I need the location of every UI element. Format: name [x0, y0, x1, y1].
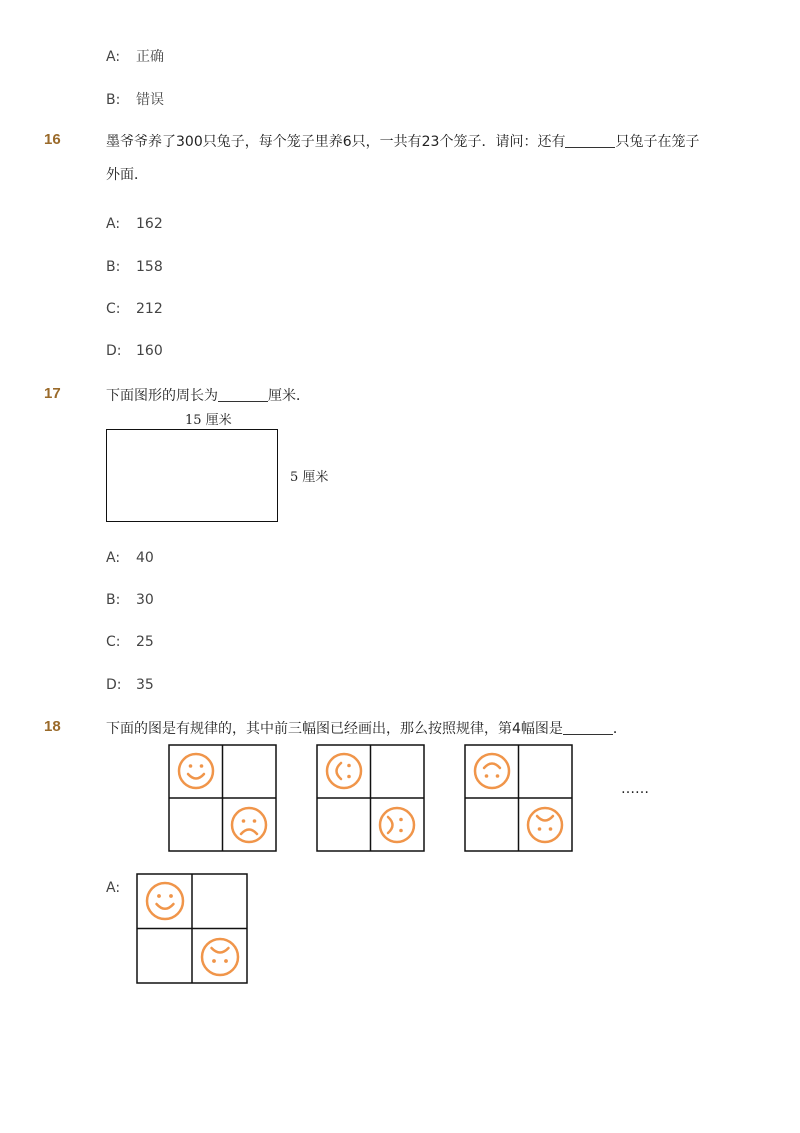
prev-option-a[interactable]	[106, 46, 164, 66]
option-text: 160	[136, 343, 163, 359]
option-label: D:	[106, 343, 122, 359]
option-label: A:	[106, 216, 121, 232]
option-text: 错误	[136, 92, 164, 108]
option-label: C:	[106, 301, 121, 317]
option-text: 正确	[136, 49, 164, 65]
option-label: B:	[106, 592, 121, 608]
q16-option-b[interactable]	[106, 259, 163, 275]
question-text-part: 下面图形的周长为	[106, 388, 218, 404]
option-label: B:	[106, 259, 121, 275]
rectangle-figure	[106, 429, 278, 522]
face-upside-down-frown-icon	[202, 939, 238, 975]
prev-option-b[interactable]	[106, 89, 164, 109]
question-text-part: ．	[612, 721, 627, 737]
q17-option-a[interactable]	[106, 550, 154, 566]
question-16-text	[106, 131, 699, 151]
pattern-ellipsis: ……	[621, 781, 649, 797]
question-text-part: 只兔子在笼子	[615, 134, 700, 150]
q18-option-a-grid[interactable]	[136, 873, 248, 984]
option-label: C:	[106, 634, 121, 650]
option-text: 30	[136, 592, 154, 608]
option-label: A:	[106, 880, 121, 896]
option-text: 25	[136, 634, 154, 650]
face-upside-down-frown-icon	[528, 808, 562, 842]
question-number-18: 18	[44, 718, 61, 735]
smiley-face-icon	[179, 754, 213, 788]
q16-option-d[interactable]	[106, 343, 163, 359]
pattern-grid-3	[464, 744, 573, 852]
option-text: 35	[136, 677, 154, 693]
option-text: 40	[136, 550, 154, 566]
question-17-text	[106, 385, 310, 405]
rectangle-height-label: 5 厘米	[290, 470, 329, 485]
option-text: 212	[136, 301, 163, 317]
q16-option-c[interactable]	[106, 301, 163, 317]
answer-blank	[565, 133, 615, 148]
sad-face-icon	[232, 808, 266, 842]
answer-blank	[218, 387, 268, 402]
question-16-text-line2: 外面．	[106, 167, 148, 183]
face-upside-down-smile-icon	[475, 754, 509, 788]
rectangle-width-label: 15 厘米	[185, 413, 232, 428]
question-number-17: 17	[44, 385, 61, 402]
pattern-grid-1	[168, 744, 277, 852]
q16-option-a[interactable]	[106, 216, 163, 232]
question-number-16: 16	[44, 131, 61, 148]
option-label: A:	[106, 550, 121, 566]
option-label: D:	[106, 677, 122, 693]
question-18-text	[106, 718, 627, 738]
q17-option-b[interactable]	[106, 592, 154, 608]
question-text-part: 下面的图是有规律的，其中前三幅图已经画出，那么按照规律，第4幅图是	[106, 721, 563, 737]
q18-option-a-label[interactable]	[106, 880, 136, 896]
pattern-grid-2	[316, 744, 425, 852]
option-text: 158	[136, 259, 163, 275]
option-label: B:	[106, 92, 121, 108]
option-label: A:	[106, 49, 121, 65]
face-frown-right-icon	[380, 808, 414, 842]
q17-option-c[interactable]	[106, 634, 154, 650]
answer-blank	[563, 720, 613, 735]
option-text: 162	[136, 216, 163, 232]
question-text-part: 墨爷爷养了300只兔子，每个笼子里养6只，一共有23个笼子．请问：还有	[106, 134, 566, 150]
question-text-part: 厘米．	[268, 388, 310, 404]
smiley-face-icon	[147, 883, 183, 919]
face-smile-left-icon	[327, 754, 361, 788]
q17-option-d[interactable]	[106, 677, 154, 693]
